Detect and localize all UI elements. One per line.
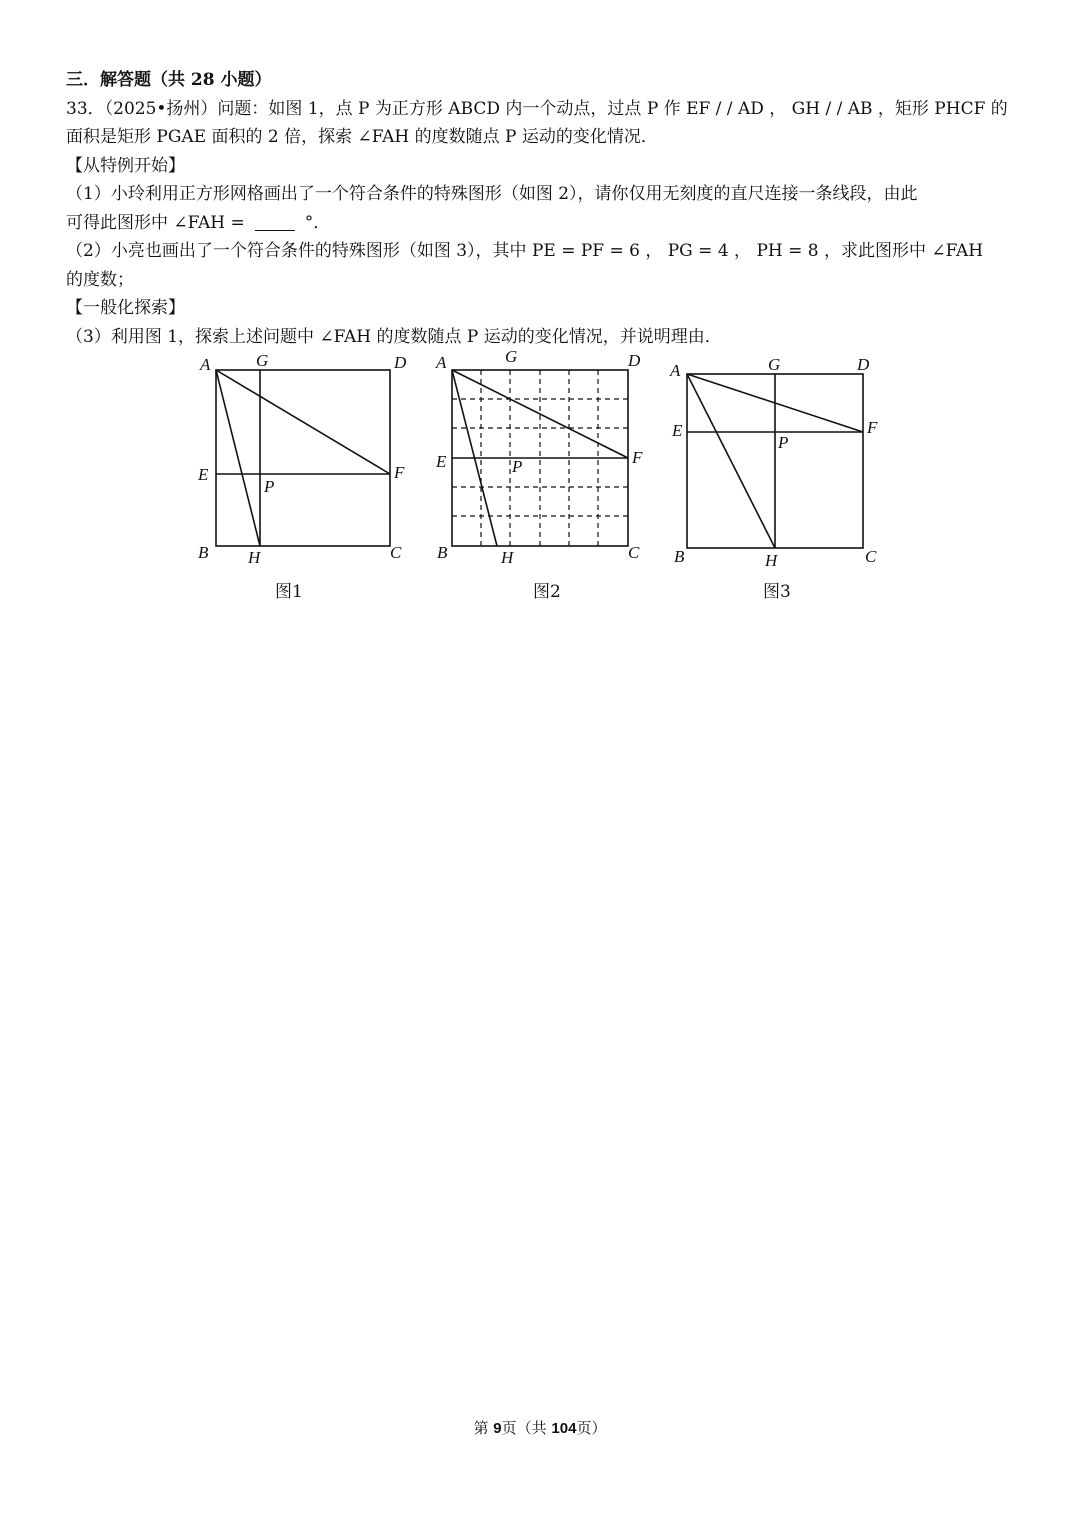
footer-middle: 页（共: [501, 1419, 552, 1437]
fig2-label-h: H: [501, 548, 514, 567]
figure-2-labels: [435, 347, 643, 567]
footer-suffix: 页）: [576, 1419, 607, 1437]
fig2-label-a: A: [436, 353, 447, 372]
question-1-prefix: 可得此图形中 ∠FAH =: [66, 212, 245, 233]
footer-page-number: 9: [493, 1420, 502, 1437]
fig1-line-ah: [216, 370, 260, 546]
fig1-label-g: G: [256, 351, 269, 370]
figure-2-solid: [452, 370, 628, 546]
fig2-label-e: E: [436, 452, 447, 471]
fig3-line-ah: [687, 374, 775, 548]
footer-prefix: 第: [473, 1419, 494, 1437]
fig3-label-c: C: [865, 547, 877, 566]
fig1-caption: 图1: [275, 582, 303, 602]
question-2-line-1: （2）小亮也画出了一个符合条件的特殊图形（如图 3），其中 PE = PF = 6 ， PG = 4 ， PH = 8 ，求此图形中 ∠FAH: [66, 241, 984, 261]
fig2-label-b: B: [437, 543, 448, 562]
fig3-label-p: P: [778, 433, 789, 452]
fig1-label-c: C: [390, 543, 402, 562]
question-3-line-1: （3）利用图 1，探索上述问题中 ∠FAH 的度数随点 P 运动的变化情况，并说明理由．: [66, 326, 722, 347]
problem-line-2: 面积是矩形 PGAE 面积的 2 倍，探索 ∠FAH 的度数随点 P 运动的变化情况．: [66, 127, 658, 147]
question-1-line-1: （1）小玲利用正方形网格画出了一个符合条件的特殊图形（如图 2），请你仅用无刻度的直尺连接一条线段，由此: [66, 184, 918, 204]
section-header: 三．解答题（共 28 小题）: [66, 70, 272, 90]
fig2-label-d: D: [628, 351, 641, 370]
fig3-label-b: B: [674, 547, 685, 566]
fig2-caption: 图2: [533, 582, 561, 602]
question-2-line-2: 的度数；: [66, 269, 134, 290]
question-1-suffix: °．: [304, 212, 331, 233]
fig1-label-h: H: [248, 548, 261, 567]
figure-1-labels: [197, 351, 407, 567]
fig1-label-d: D: [394, 353, 407, 372]
fig2-label-c: C: [628, 543, 640, 562]
fig3-label-e: E: [672, 421, 683, 440]
fig3-label-g: G: [768, 355, 781, 374]
fig3-label-a: A: [670, 361, 681, 380]
heading-general: 【一般化探索】: [66, 298, 185, 318]
heading-special-case: 【从特例开始】: [66, 155, 185, 176]
fig2-label-p: P: [512, 457, 523, 476]
fig3-label-h: H: [765, 551, 778, 570]
problem-line-1: 33．（2025•扬州）问题：如图 1，点 P 为正方形 ABCD 内一个动点，过点 P 作 EF / / AD ， GH / / AB ，矩形 PHCF 的: [66, 98, 1008, 119]
fig1-label-p: P: [264, 477, 275, 496]
footer-total-pages: 104: [551, 1420, 577, 1437]
fig1-label-f: F: [394, 463, 405, 482]
figure-3-labels: [669, 355, 878, 570]
page-footer: [0, 1417, 1080, 1438]
fig3-label-f: F: [867, 418, 878, 437]
fig1-label-b: B: [198, 543, 209, 562]
fig3-caption: 图3: [763, 582, 791, 602]
figure-1: [216, 370, 390, 546]
figure-3: [687, 374, 863, 548]
fig3-label-d: D: [857, 355, 870, 374]
fig1-line-af: [216, 370, 390, 474]
fig2-label-f: F: [632, 448, 643, 467]
fig1-label-e: E: [198, 465, 209, 484]
fig1-label-a: A: [200, 355, 211, 374]
fig2-label-g: G: [505, 347, 518, 366]
